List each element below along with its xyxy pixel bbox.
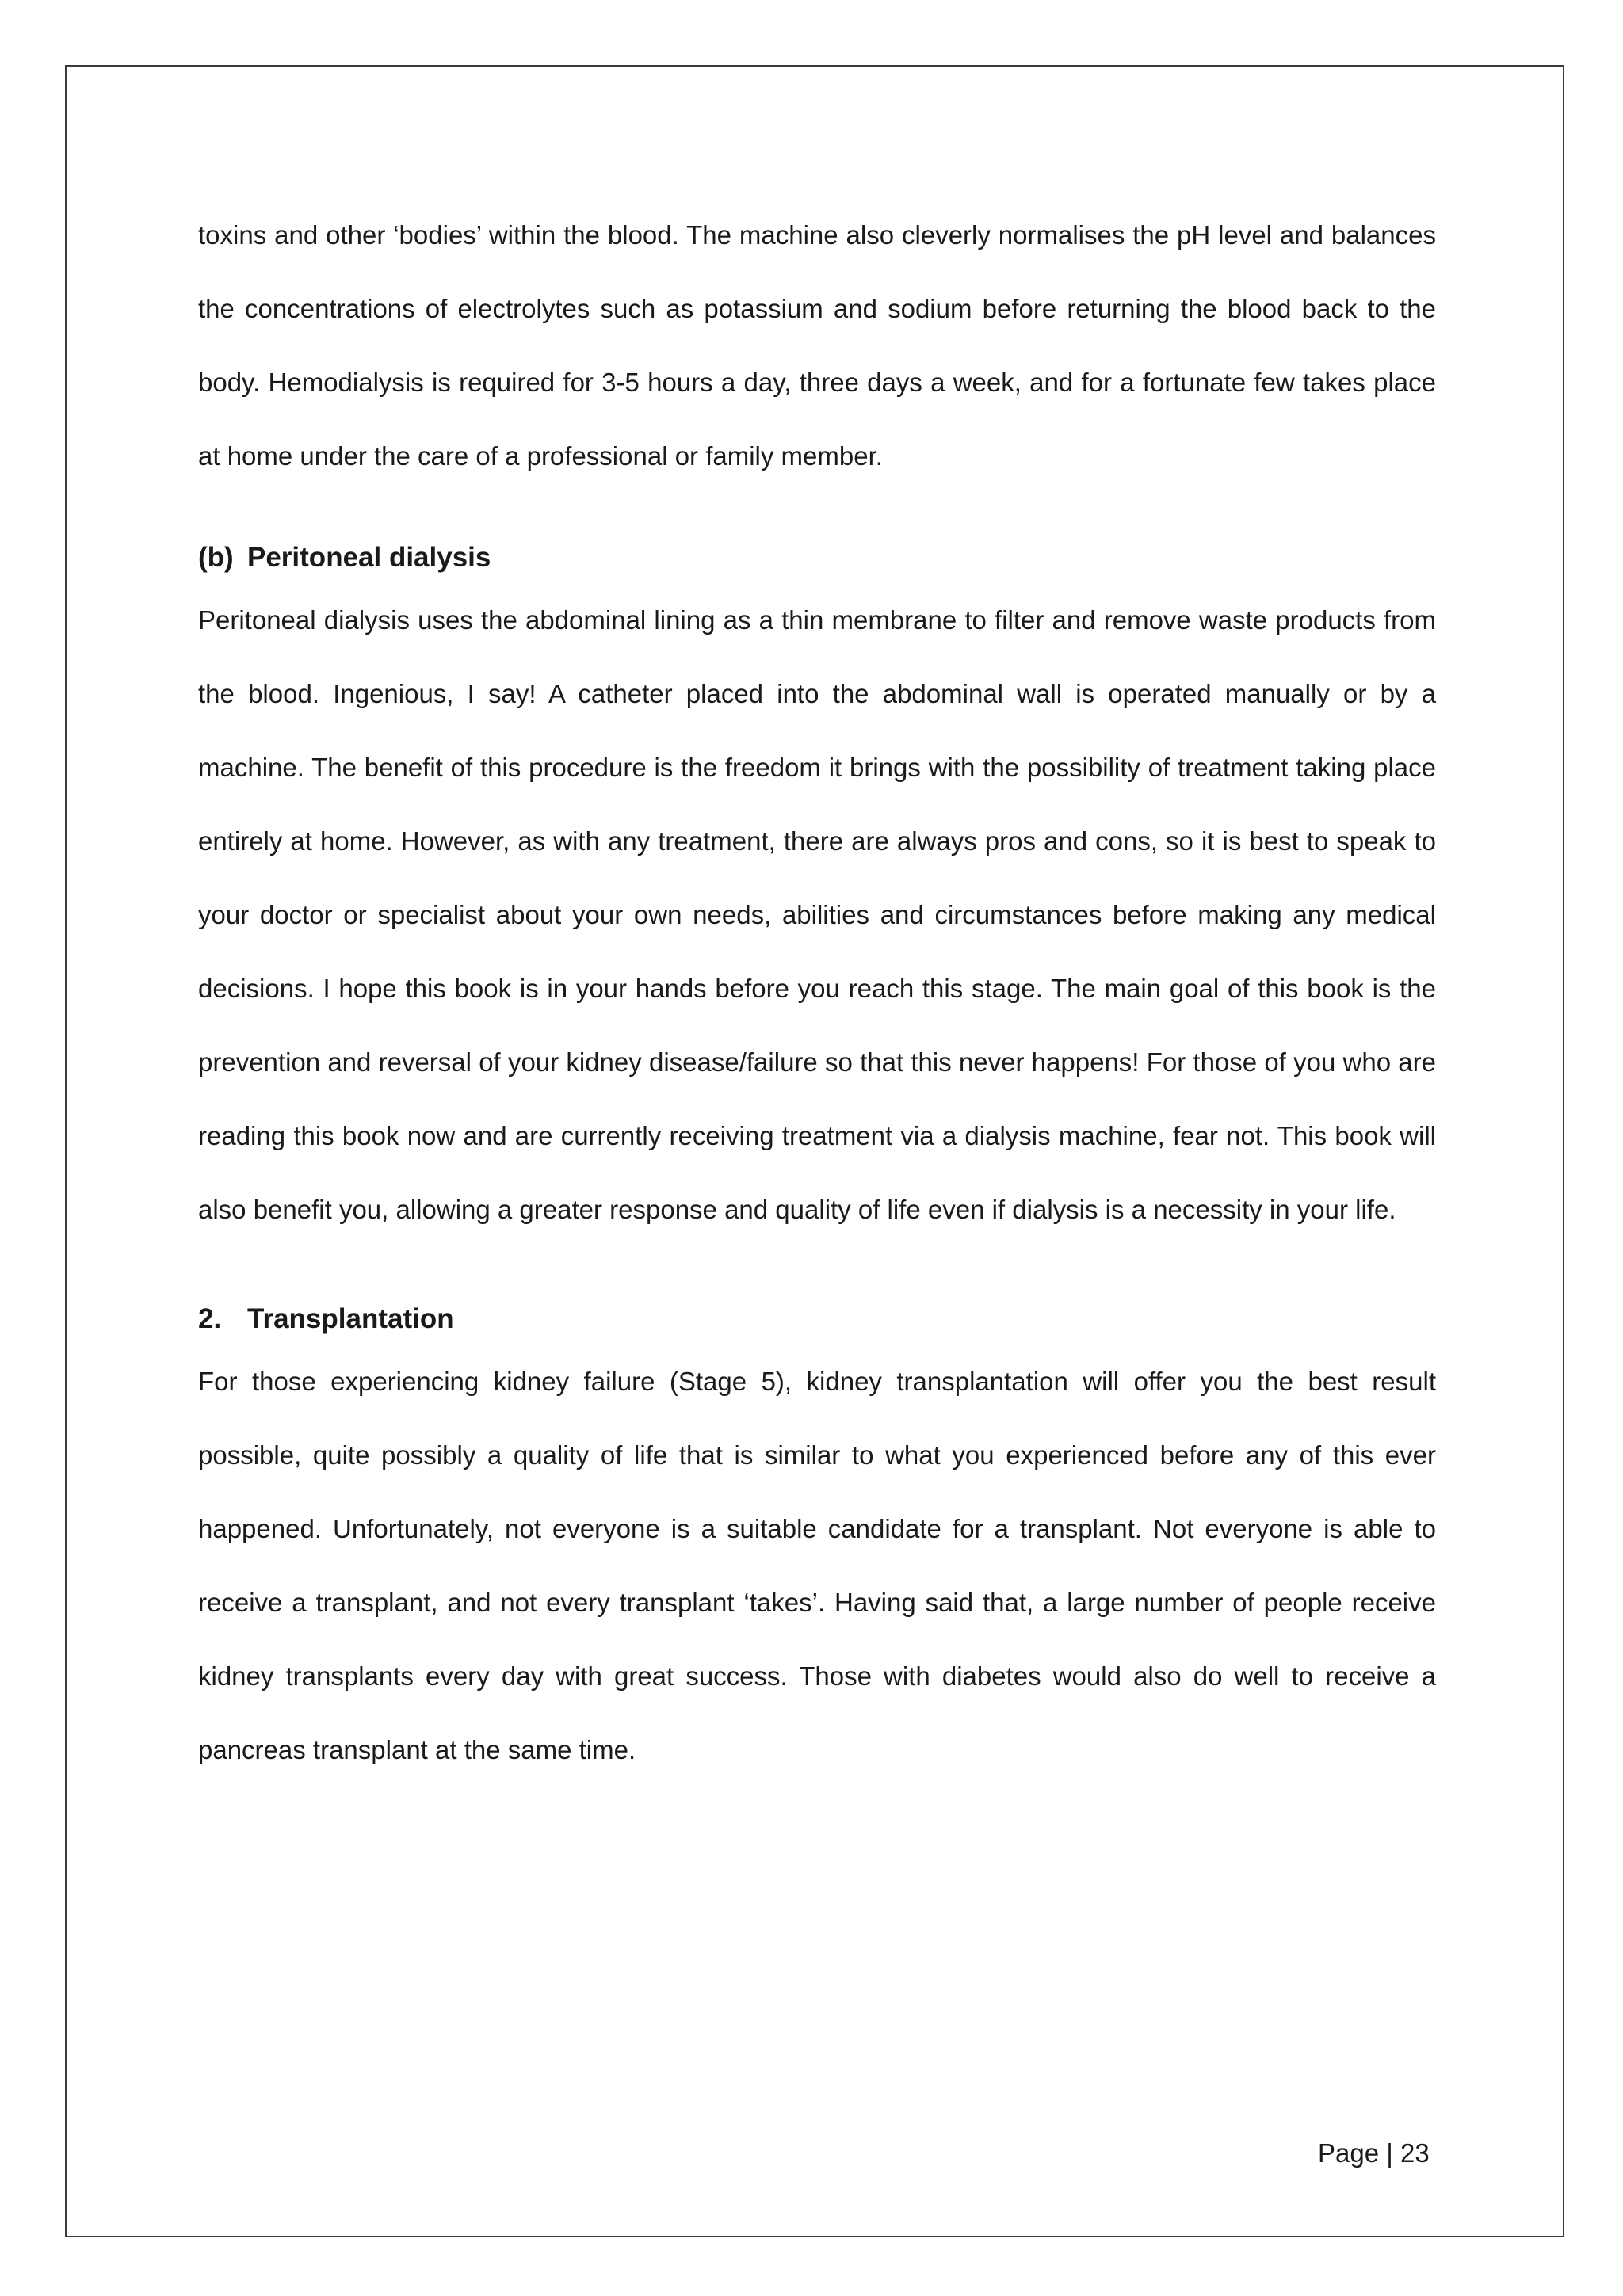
- transplantation-paragraph: For those experiencing kidney failure (Stage 5), kidney transplantation will offer you the best result possible, quite possibly a quality of life that is similar to what you experienced before any of this ever happened. Unfortunately, not everyone is a suitable candidate for a transplant. Not everyone is able to receive a transplant, and not every transplant ‘takes’. Having said that, a large number of people receive kidney transplants every day with great success. Those with diabetes would also do well to receive a pancreas transplant at the same time.: [198, 1367, 1436, 1764]
- section-heading-transplantation: [198, 1295, 1436, 1343]
- section-number: 2.: [198, 1303, 222, 1334]
- section-heading-peritoneal-dialysis: [198, 534, 1436, 582]
- section-title: Peritoneal dialysis: [247, 542, 491, 573]
- section-number: (b): [198, 542, 234, 573]
- peritoneal-dialysis-paragraph: Peritoneal dialysis uses the abdominal lining as a thin membrane to filter and remove waste products from the blood. Ingenious, I say! A catheter placed into the abdominal wall is operated manually or by a machine. The benefit of this procedure is the freedom it brings with the possibility of treatment taking place entirely at home. However, as with any treatment, there are always pros and cons, so it is best to speak to your doctor or specialist about your own needs, abilities and circumstances before making any medical decisions. I hope this book is in your hands before you reach this stage. The main goal of this book is the prevention and reversal of your kidney disease/failure so that this never happens! For those of you who are reading this book now and are currently receiving treatment via a dialysis machine, fear not. This book will also benefit you, allowing a greater response and quality of life even if dialysis is a necessity in your life.: [198, 605, 1436, 1224]
- section-title: Transplantation: [247, 1303, 454, 1334]
- page-content: [198, 198, 1436, 1787]
- page-number: Page | 23: [1318, 2138, 1430, 2168]
- intro-paragraph: toxins and other ‘bodies’ within the blood. The machine also cleverly normalises the pH level and balances the concentrations of electrolytes such as potassium and sodium before returning the blood back to the body. Hemodialysis is required for 3-5 hours a day, three days a week, and for a fortunate few takes place at home under the care of a professional or family member.: [198, 220, 1436, 471]
